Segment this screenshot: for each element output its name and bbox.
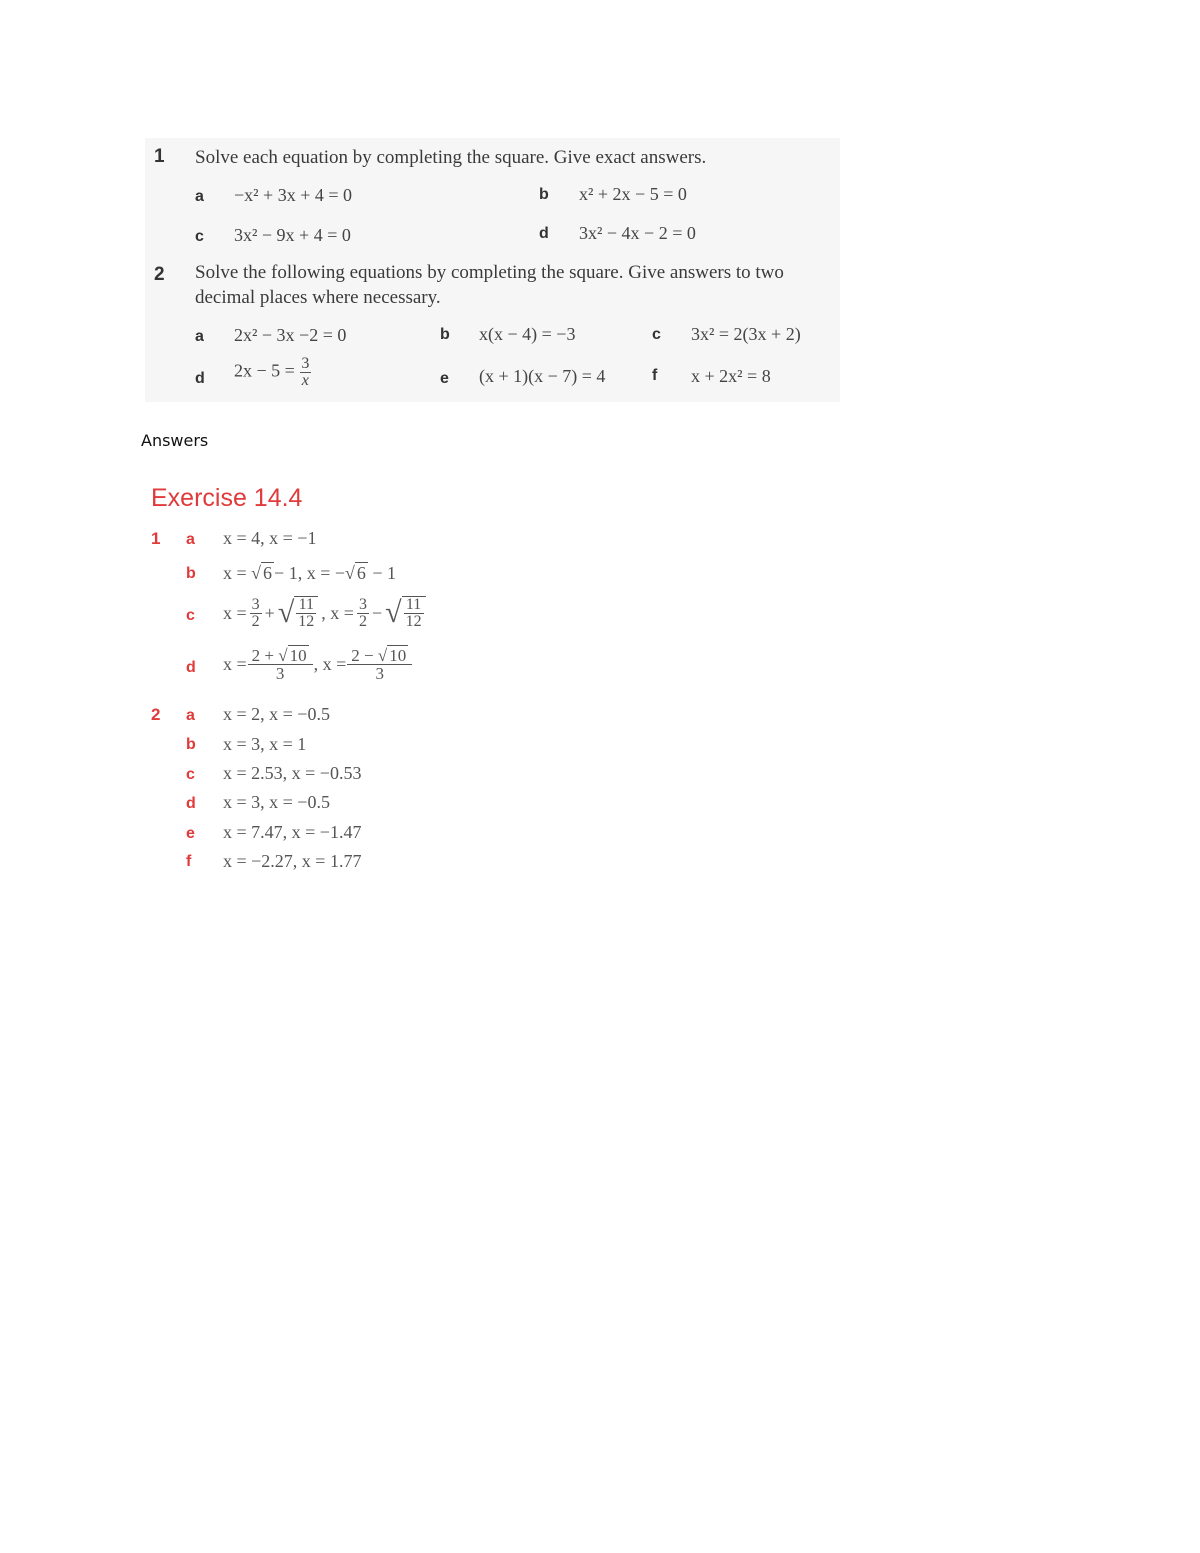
a1-part-b-answer: [223, 563, 396, 584]
a1-part-a-label: a: [186, 531, 195, 548]
a1-d-frac2-radicand: 10: [389, 646, 407, 665]
a1-c-root-frac1: [294, 596, 318, 630]
a1-c-x1: x =: [223, 602, 247, 623]
q1-part-d-label: d: [539, 225, 549, 242]
a1-c-root-frac1-den: 12: [298, 613, 315, 630]
sqrt-symbol: √: [251, 563, 262, 583]
a1-part-a-answer: x = 4, x = −1: [223, 528, 317, 548]
q1-part-b-equation: x² + 2x − 5 = 0: [579, 184, 687, 204]
sqrt-symbol: √: [377, 646, 388, 665]
q2-part-c-equation: 3x² = 2(3x + 2): [691, 324, 801, 344]
q2-part-a-equation: 2x² − 3x −2 = 0: [234, 325, 347, 345]
q1-part-a-label: a: [195, 188, 204, 205]
answer-2-number: 2: [151, 705, 161, 724]
q2-part-d-fraction: [299, 356, 311, 389]
a1-b-part3: − 1: [367, 563, 397, 583]
a1-part-c-answer: [223, 596, 426, 630]
a2-part-a-answer: x = 2, x = −0.5: [223, 704, 330, 724]
q2-part-e-label: e: [440, 370, 449, 387]
q2-part-d-equation: [234, 356, 311, 389]
q2-part-f-equation: x + 2x² = 8: [691, 366, 771, 386]
a2-part-f-label: f: [186, 853, 192, 870]
q2-part-c-label: c: [652, 326, 661, 343]
a2-part-e-label: e: [186, 825, 195, 842]
exercise-title: Exercise 14.4: [151, 484, 303, 512]
a2-part-e-answer: x = 7.47, x = −1.47: [223, 822, 362, 842]
a1-c-frac1-num: 3: [251, 595, 260, 613]
a1-b-part1: x =: [223, 563, 252, 583]
a1-d-frac2-num: [349, 647, 410, 664]
sqrt-symbol: √: [278, 646, 288, 665]
q1-part-d-equation: 3x² − 4x − 2 = 0: [579, 223, 696, 243]
sqrt-symbol: √: [345, 563, 355, 583]
a1-d-frac1-den: 3: [248, 664, 313, 682]
a1-d-frac2-den: 3: [347, 664, 412, 682]
a2-part-b-label: b: [186, 736, 196, 753]
a1-part-b-label: b: [186, 565, 196, 582]
q1-part-b-label: b: [539, 186, 549, 203]
a1-c-root-frac2-num: 11: [405, 596, 422, 613]
q2-part-d-fraction-numerator: 3: [301, 355, 310, 372]
q2-part-b-label: b: [440, 326, 450, 343]
a1-c-x2: , x =: [321, 602, 354, 623]
a1-c-plus: +: [264, 602, 275, 623]
a1-part-d-label: d: [186, 659, 196, 676]
a2-part-b-answer: x = 3, x = 1: [223, 734, 307, 754]
a1-b-part2: − 1, x = −: [274, 563, 346, 583]
question-1-text: Solve each equation by completing the square. Give exact answers.: [195, 147, 707, 168]
q2-part-b-equation: x(x − 4) = −3: [479, 324, 576, 344]
a1-d-x1: x =: [223, 654, 247, 674]
a1-c-frac2-num: 3: [358, 595, 367, 613]
a1-d-frac1-num: [250, 647, 311, 664]
a1-d-x2: , x =: [313, 654, 347, 674]
q1-part-c-label: c: [195, 228, 204, 245]
a1-c-minus: −: [371, 602, 383, 623]
a1-d-frac2-num-prefix: 2 −: [351, 646, 378, 665]
answer-1-number: 1: [151, 529, 161, 548]
a2-part-c-label: c: [186, 766, 195, 783]
a2-part-c-answer: x = 2.53, x = −0.53: [223, 763, 362, 783]
a1-c-frac2: [357, 597, 369, 630]
a1-d-frac1-radicand: 10: [289, 646, 307, 665]
a1-d-frac1-num-prefix: 2 +: [251, 646, 279, 665]
a1-d-frac2: [349, 647, 410, 682]
q2-part-d-fraction-denominator: x: [301, 372, 309, 389]
a1-c-frac2-den: 2: [358, 612, 367, 630]
answers-heading: Answers: [141, 431, 209, 450]
question-2-number: 2: [154, 264, 165, 285]
sqrt-symbol: √: [385, 596, 402, 629]
q2-part-d-prefix: 2x − 5 =: [234, 360, 295, 381]
a1-c-root-frac1-num: 11: [298, 596, 314, 613]
q1-part-a-equation: −x² + 3x + 4 = 0: [234, 185, 353, 205]
question-1-number: 1: [154, 146, 165, 167]
question-2-text-line2: decimal places where necessary.: [195, 287, 441, 308]
a2-part-d-answer: x = 3, x = −0.5: [223, 792, 330, 812]
a1-c-root-frac2-den: 12: [405, 613, 422, 630]
a1-c-frac1: [250, 597, 262, 630]
question-2-text-line1: Solve the following equations by completing the square. Give answers to two: [195, 262, 784, 283]
a1-c-frac1-den: 2: [251, 612, 260, 630]
sqrt-symbol: √: [277, 596, 295, 629]
a1-b-radicand2: 6: [356, 563, 366, 583]
a2-part-a-label: a: [186, 707, 195, 724]
q2-part-d-label: d: [195, 370, 205, 387]
a1-part-d-answer: [223, 647, 410, 682]
q1-part-c-equation: 3x² − 9x + 4 = 0: [234, 225, 351, 245]
a2-part-f-answer: x = −2.27, x = 1.77: [223, 851, 362, 871]
a2-part-d-label: d: [186, 795, 196, 812]
q2-part-f-label: f: [652, 367, 658, 384]
q2-part-e-equation: (x + 1)(x − 7) = 4: [479, 366, 606, 386]
a1-d-frac1: [250, 647, 311, 682]
a1-part-c-label: c: [186, 607, 195, 624]
q2-part-a-label: a: [195, 328, 204, 345]
a1-b-radicand1: 6: [263, 563, 273, 583]
a1-c-root-frac2: [402, 596, 426, 630]
